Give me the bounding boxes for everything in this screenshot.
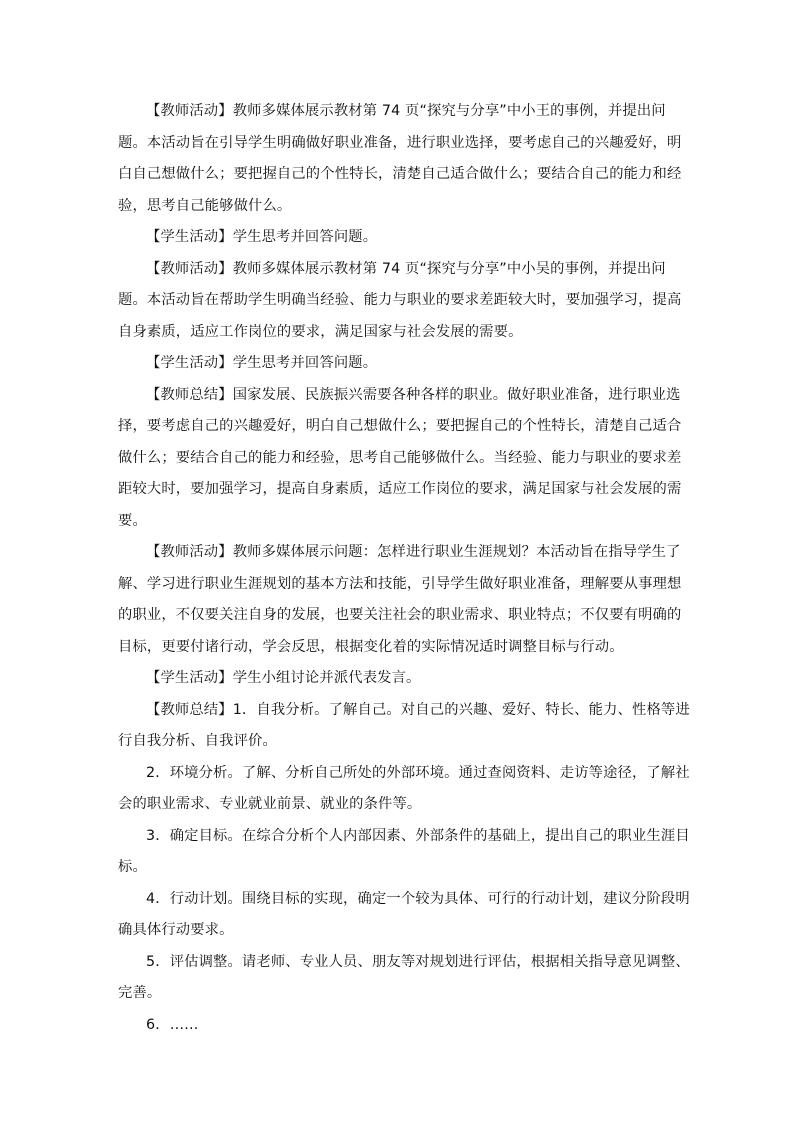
paragraph-label: 【教师活动】 xyxy=(146,260,233,277)
paragraph-text: 教师多媒体展示问题：怎样进行职业生涯规划？本活动旨在指导学生了解、学习进行职业生涯规划的基本方法和技能，引导学生做好职业准备，理解要从事理想的职业，不仅要关注自身的发展，也要关注社会的职业需求、职业特点；不仅要有明确的目标，更要付诸行动，学会反思，根据变化着的实际情况适时调整目标与行动。 xyxy=(118,544,682,655)
paragraph-label: 【教师活动】 xyxy=(146,544,233,560)
paragraph-label: 【教师总结】 xyxy=(146,701,233,718)
paragraph-teacher-activity-2 xyxy=(118,254,690,349)
list-item-text: 5．评估调整。请老师、专业人员、朋友等对规划进行评估，根据相关指导意见调整、完善。 xyxy=(118,953,690,1001)
paragraph-label: 【学生活动】 xyxy=(146,670,233,686)
list-item-action-plan xyxy=(118,884,690,947)
paragraph-label: 【教师总结】 xyxy=(146,386,233,403)
list-item-evaluation xyxy=(118,947,690,1010)
paragraph-label: 【学生活动】 xyxy=(146,229,233,245)
list-item-text: 3．确定目标。在综合分析个人内部因素、外部条件的基础上，提出自己的职业生涯目标。 xyxy=(118,827,690,875)
paragraph-text: 学生思考并回答问题。 xyxy=(232,229,378,245)
list-item-environment-analysis xyxy=(118,758,690,821)
paragraph-label: 【学生活动】 xyxy=(146,355,233,371)
paragraph-student-activity-3 xyxy=(118,663,690,695)
paragraph-teacher-summary-2 xyxy=(118,695,690,758)
list-item-ellipsis xyxy=(118,1010,690,1042)
list-item-set-goal xyxy=(118,821,690,884)
paragraph-teacher-activity-3 xyxy=(118,537,690,663)
paragraph-text: 学生思考并回答问题。 xyxy=(232,355,378,371)
paragraph-student-activity-2 xyxy=(118,348,690,380)
paragraph-text: 学生小组讨论并派代表发言。 xyxy=(232,670,421,686)
paragraph-teacher-summary-1 xyxy=(118,380,690,538)
list-item-text: 4．行动计划。围绕目标的实现，确定一个较为具体、可行的行动计划，建议分阶段明确具体行动要求。 xyxy=(118,890,690,938)
paragraph-text: 1．自我分析。了解自己。对自己的兴趣、爱好、特长、能力、性格等进行自我分析、自我评价。 xyxy=(118,701,690,749)
paragraph-text: 教师多媒体展示教材第 74 页“探究与分享”中小王的事例，并提出问题。本活动旨在引导学生明确做好职业准备，进行职业选择，要考虑自己的兴趣爱好，明白自己想做什么；要把握自己的个性特长，清楚自己适合做什么；要结合自己的能力和经验，思考自己能够做什么。 xyxy=(118,103,682,214)
paragraph-student-activity-1 xyxy=(118,222,690,254)
document-body xyxy=(118,96,690,1041)
paragraph-teacher-activity-1 xyxy=(118,96,690,222)
paragraph-label: 【教师活动】 xyxy=(146,103,233,119)
paragraph-text: 教师多媒体展示教材第 74 页“探究与分享”中小吴的事例，并提出问题。本活动旨在帮助学生明确当经验、能力与职业的要求差距较大时，要加强学习，提高自身素质，适应工作岗位的要求，满足国家与社会发展的需要。 xyxy=(118,260,682,340)
list-item-text: 2．环境分析。了解、分析自己所处的外部环境。通过查阅资料、走访等途径，了解社会的职业需求、专业就业前景、就业的条件等。 xyxy=(118,764,690,812)
paragraph-text: 国家发展、民族振兴需要各种各样的职业。做好职业准备，进行职业选择，要考虑自己的兴趣爱好，明白自己想做什么；要把握自己的个性特长，清楚自己适合做什么；要结合自己的能力和经验，思考自己能够做什么。当经验、能力与职业的要求差距较大时，要加强学习，提高自身素质，适应工作岗位的要求，满足国家与社会发展的需要。 xyxy=(118,386,682,529)
list-item-text: 6．…… xyxy=(146,1016,199,1033)
